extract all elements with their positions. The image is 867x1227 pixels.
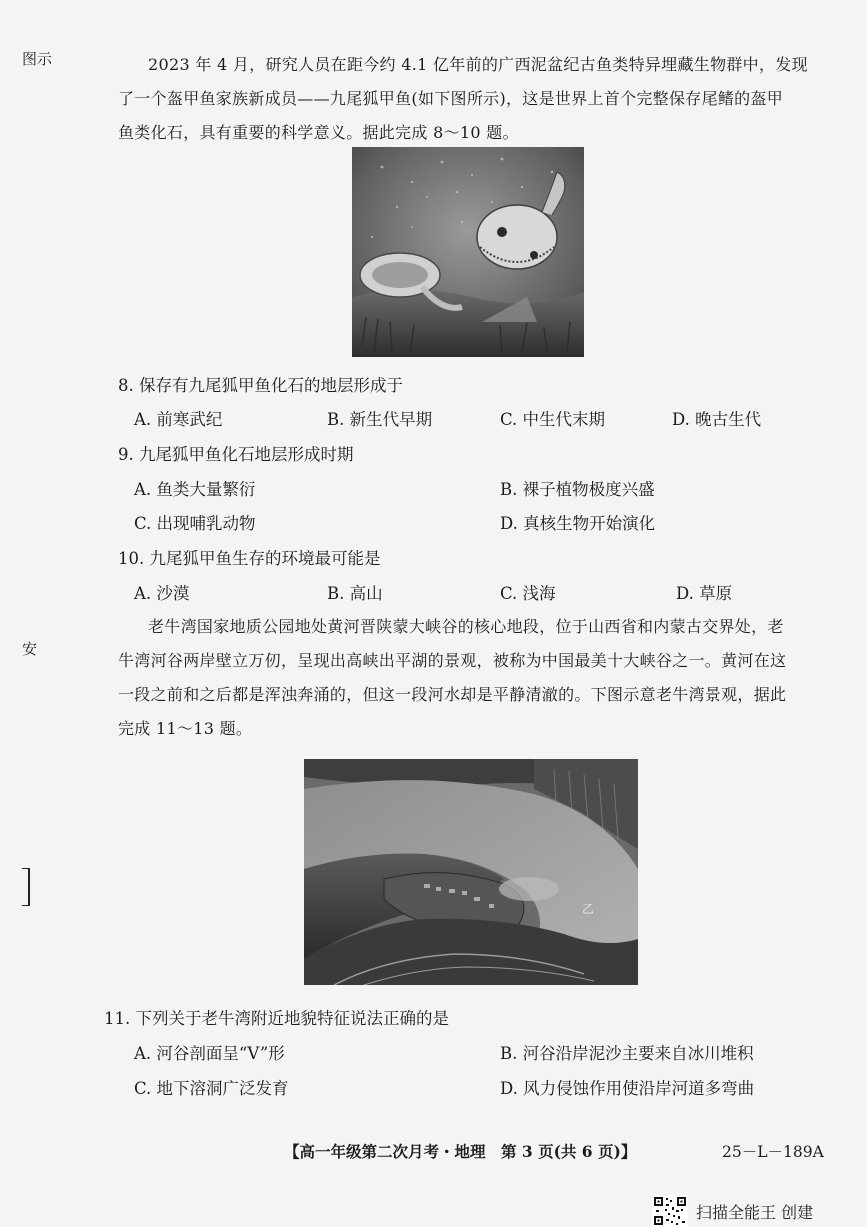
question-8-option-c[interactable]: C. 中生代末期 bbox=[500, 410, 606, 429]
question-10-stem: 10. 九尾狐甲鱼生存的环境最可能是 bbox=[118, 549, 381, 568]
question-11-option-a[interactable]: A. 河谷剖面呈“V”形 bbox=[134, 1044, 285, 1063]
margin-note-middle: 安 bbox=[22, 640, 38, 658]
binding-bracket-mark bbox=[22, 868, 30, 906]
question-9-option-c[interactable]: C. 出现哺乳动物 bbox=[134, 514, 256, 533]
laoniuwan-landscape-photo bbox=[304, 759, 638, 985]
question-8-stem: 8. 保存有九尾狐甲鱼化石的地层形成于 bbox=[118, 376, 403, 395]
question-8-option-d[interactable]: D. 晚古生代 bbox=[672, 410, 762, 429]
question-10-option-d[interactable]: D. 草原 bbox=[676, 584, 733, 603]
page-footer-title: 【高一年级第二次月考・地理 第 3 页(共 6 页)】 bbox=[284, 1142, 637, 1161]
question-10-option-c[interactable]: C. 浅海 bbox=[500, 584, 556, 603]
question-11-stem: 11. 下列关于老牛湾附近地貌特征说法正确的是 bbox=[104, 1009, 449, 1028]
question-9-option-b[interactable]: B. 裸子植物极度兴盛 bbox=[500, 480, 655, 499]
margin-note-top: 图示 bbox=[22, 50, 53, 68]
passage-line: 了一个盔甲鱼家族新成员——九尾狐甲鱼(如下图所示)，这是世界上首个完整保存尾鳍的盔甲 bbox=[118, 89, 784, 108]
passage-line: 2023 年 4 月，研究人员在距今约 4.1 亿年前的广西泥盆纪古鱼类特异埋藏生物群中，发现 bbox=[148, 55, 808, 74]
qr-code-icon bbox=[652, 1195, 688, 1227]
laoniuwan-landscape-illustration bbox=[304, 759, 638, 985]
question-9-option-a[interactable]: A. 鱼类大量繁衍 bbox=[134, 480, 256, 499]
passage-laoniuwan bbox=[118, 610, 828, 746]
question-10-option-b[interactable]: B. 高山 bbox=[327, 584, 383, 603]
fossil-fish-illustration bbox=[352, 147, 584, 357]
passage-line: 牛湾河谷两岸壁立万仞，呈现出高峡出平湖的景观，被称为中国最美十大峡谷之一。黄河在这 bbox=[118, 651, 787, 670]
scanner-watermark-text: 扫描全能王 创建 bbox=[696, 1202, 814, 1222]
passage-line: 鱼类化石，具有重要的科学意义。据此完成 8～10 题。 bbox=[118, 123, 519, 142]
passage-fossil-fish bbox=[118, 48, 828, 150]
question-8-option-b[interactable]: B. 新生代早期 bbox=[327, 410, 433, 429]
scanner-watermark bbox=[652, 1195, 813, 1227]
page-footer-code: 25－L－189A bbox=[722, 1143, 824, 1161]
figure-point-label: 乙 bbox=[582, 902, 595, 916]
passage-line: 完成 11～13 题。 bbox=[118, 719, 253, 738]
fossil-fish-photo bbox=[352, 147, 584, 357]
passage-line: 一段之前和之后都是浑浊奔涌的，但这一段河水却是平静清澈的。下图示意老牛湾景观，据此 bbox=[118, 685, 787, 704]
question-11-option-b[interactable]: B. 河谷沿岸泥沙主要来自冰川堆积 bbox=[500, 1044, 754, 1063]
question-9-stem: 9. 九尾狐甲鱼化石地层形成时期 bbox=[118, 445, 354, 464]
question-11-option-c[interactable]: C. 地下溶洞广泛发育 bbox=[134, 1079, 289, 1098]
question-8-option-a[interactable]: A. 前寒武纪 bbox=[134, 410, 223, 429]
question-9-option-d[interactable]: D. 真核生物开始演化 bbox=[500, 514, 656, 533]
question-10-option-a[interactable]: A. 沙漠 bbox=[134, 584, 190, 603]
question-11-option-d[interactable]: D. 风力侵蚀作用使沿岸河道多弯曲 bbox=[500, 1079, 755, 1098]
passage-line: 老牛湾国家地质公园地处黄河晋陕蒙大峡谷的核心地段，位于山西省和内蒙古交界处，老 bbox=[148, 617, 784, 636]
